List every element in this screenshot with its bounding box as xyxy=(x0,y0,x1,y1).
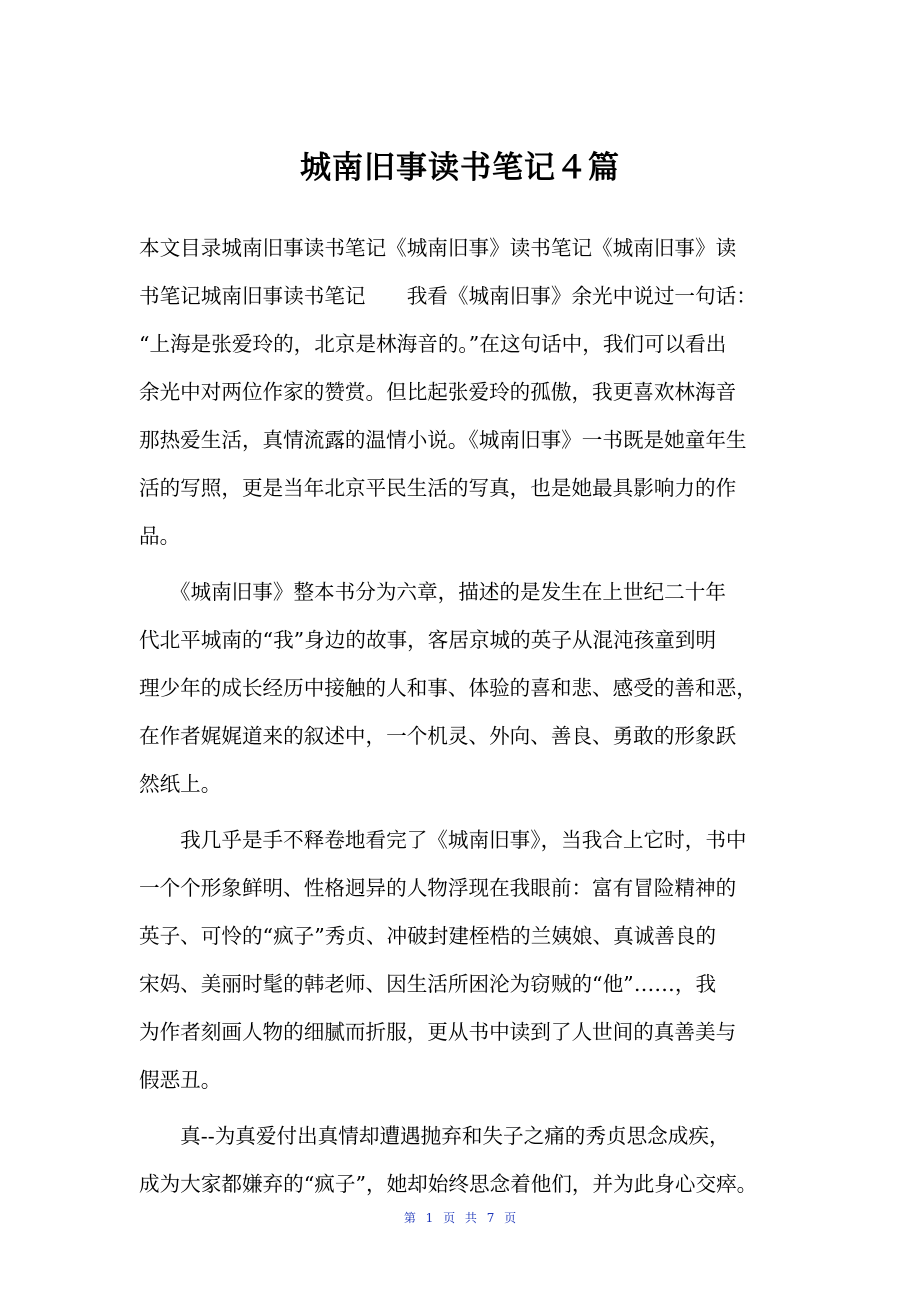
text-line: 然纸上。 xyxy=(139,772,222,796)
text-line: 英子、可怜的“疯子”秀贞、冲破封建桎梏的兰姨娘、真诚善良的 xyxy=(139,924,717,948)
text-line: 《城南旧事》整本书分为六章，描述的是发生在上世纪二十年 xyxy=(139,580,726,604)
text-line: 书笔记城南旧事读书笔记 我看《城南旧事》余光中说过一句话： xyxy=(139,284,757,308)
document-body xyxy=(139,224,784,1208)
text-line: 代北平城南的“我”身边的故事，客居京城的英子从混沌孩童到明 xyxy=(139,628,717,652)
text-line: 活的写照，更是当年北京平民生活的写真，也是她最具影响力的作 xyxy=(139,476,737,500)
text-line: 一个个形象鲜明、性格迥异的人物浮现在我眼前：富有冒险精神的 xyxy=(139,876,737,900)
text-line: 理少年的成长经历中接触的人和事、体验的喜和悲、感受的善和恶， xyxy=(139,676,757,700)
page-footer: 第 1 页 共 7 页 xyxy=(403,1211,517,1225)
text-line: 品。 xyxy=(139,524,181,548)
paragraph-intro xyxy=(139,224,784,560)
text-line: 宋妈、美丽时髦的韩老师、因生活所困沦为窃贼的“他”……，我 xyxy=(139,972,717,996)
text-line: 真--为真爱付出真情却遭遇抛弃和失子之痛的秀贞思念成疾， xyxy=(139,1124,730,1148)
paragraph-gap xyxy=(139,560,784,568)
text-line: 为作者刻画人物的细腻而折服，更从书中读到了人世间的真善美与 xyxy=(139,1020,737,1044)
text-line: 那热爱生活，真情流露的温情小说。《城南旧事》一书既是她童年生 xyxy=(139,428,747,452)
paragraph-truth xyxy=(139,1112,784,1208)
paragraph-overview xyxy=(139,568,784,808)
text-line: 本文目录城南旧事读书笔记《城南旧事》读书笔记《城南旧事》读 xyxy=(139,236,737,260)
paragraph-characters xyxy=(139,816,784,1104)
text-line: 在作者娓娓道来的叙述中，一个机灵、外向、善良、勇敢的形象跃 xyxy=(139,724,737,748)
text-line: “上海是张爱玲的，北京是林海音的。”在这句话中，我们可以看出 xyxy=(139,332,727,356)
text-line: 假恶丑。 xyxy=(139,1068,222,1092)
document-title: 城南旧事读书笔记４篇 xyxy=(300,150,620,186)
paragraph-gap xyxy=(139,1104,784,1112)
text-line: 余光中对两位作家的赞赏。但比起张爱玲的孤傲，我更喜欢林海音 xyxy=(139,380,737,404)
text-line: 成为大家都嫌弃的“疯子”，她却始终思念着他们，并为此身心交瘁。 xyxy=(139,1172,758,1196)
paragraph-gap xyxy=(139,808,784,816)
text-line: 我几乎是手不释卷地看完了《城南旧事》，当我合上它时，书中 xyxy=(139,828,747,852)
